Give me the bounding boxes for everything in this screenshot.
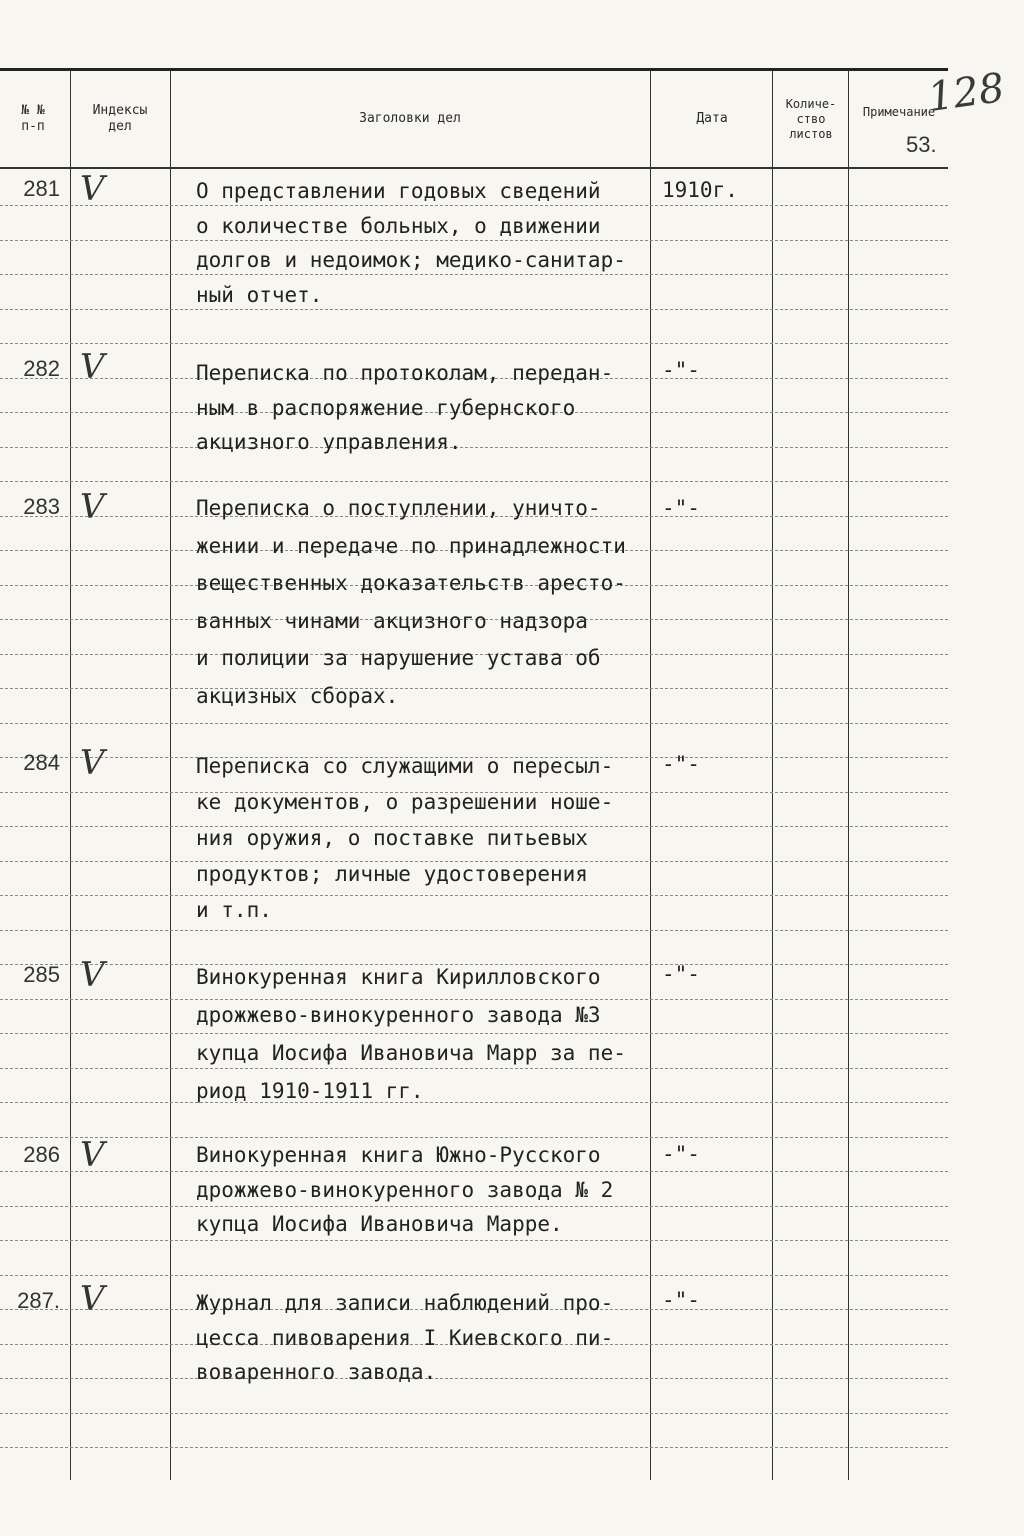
ruled-line (0, 1413, 948, 1414)
column-divider (170, 70, 171, 1480)
row-285-number: 285 (23, 962, 60, 987)
row-283-title: Переписка о поступлении, уничто- жении и передаче по принадлежности вещественных доказательств аресто- ванных чинами акцизного надзора и полиции за нарушение устава об акцизных сборах. (196, 496, 626, 708)
row-286-number: 286 (23, 1142, 60, 1167)
header-sheet-count: Количе- ство листов (785, 96, 837, 141)
column-divider (772, 70, 773, 1480)
ruled-line (0, 481, 948, 482)
column-divider (70, 70, 71, 1480)
ruled-line (0, 930, 948, 931)
row-286-check: V (80, 1135, 105, 1175)
header-date: Дата (696, 110, 728, 126)
row-281-title: О представлении годовых сведений о количестве больных, о движении долгов и недоимок; медико-санитар- ный отчет. (196, 179, 626, 307)
ruled-line (0, 343, 948, 344)
row-284-check: V (80, 743, 105, 783)
ruled-line (0, 1275, 948, 1276)
row-283-check: V (80, 487, 105, 527)
row-281-check: V (80, 169, 105, 209)
row-282-number: 282 (23, 356, 60, 381)
row-287-title: Журнал для записи наблюдений про- цесса пивоварения I Киевского пи- воваренного завода. (196, 1291, 614, 1384)
row-281-date: 1910г. (662, 178, 738, 202)
row-285-date: -"- (662, 962, 700, 986)
row-282-title: Переписка по протоколам, передан- ным в распоряжение губернского акцизного управления. (196, 361, 614, 454)
row-285-title: Винокуренная книга Кирилловского дрожжево-винокуренного завода №3 купца Иосифа Ивановича Марр за пе- риод 1910-1911 гг. (196, 965, 626, 1103)
ruled-line (0, 723, 948, 724)
row-287-check: V (80, 1279, 105, 1319)
row-284-title: Переписка со служащими о пересыл- ке документов, о разрешении ноше- ния оружия, о поставке питьевых продуктов; личные удостоверения и т.п. (196, 754, 614, 922)
page-stamp: 128 (925, 64, 1008, 122)
row-283-number: 283 (23, 494, 60, 519)
header-index: Индексы дел (92, 102, 148, 134)
row-281-number: 281 (23, 176, 60, 201)
page-number: 53. (906, 132, 937, 157)
row-287-number: 287. (17, 1288, 60, 1313)
column-divider (848, 70, 849, 1480)
row-285-check: V (80, 955, 105, 995)
row-287-date: -"- (662, 1288, 700, 1312)
ruled-line (0, 1447, 948, 1448)
table-header (0, 68, 948, 169)
header-note: Примечание (862, 105, 936, 119)
row-283-date: -"- (662, 496, 700, 520)
row-282-check: V (80, 347, 105, 387)
row-282-date: -"- (662, 358, 700, 382)
header-title: Заголовки дел (359, 110, 461, 126)
row-284-date: -"- (662, 752, 700, 776)
row-284-number: 284 (23, 750, 60, 775)
row-286-title: Винокуренная книга Южно-Русского дрожжево-винокуренного завода № 2 купца Иосифа Ивановича Марре. (196, 1143, 614, 1236)
row-286-date: -"- (662, 1142, 700, 1166)
header-number: № № п-п (21, 102, 45, 134)
